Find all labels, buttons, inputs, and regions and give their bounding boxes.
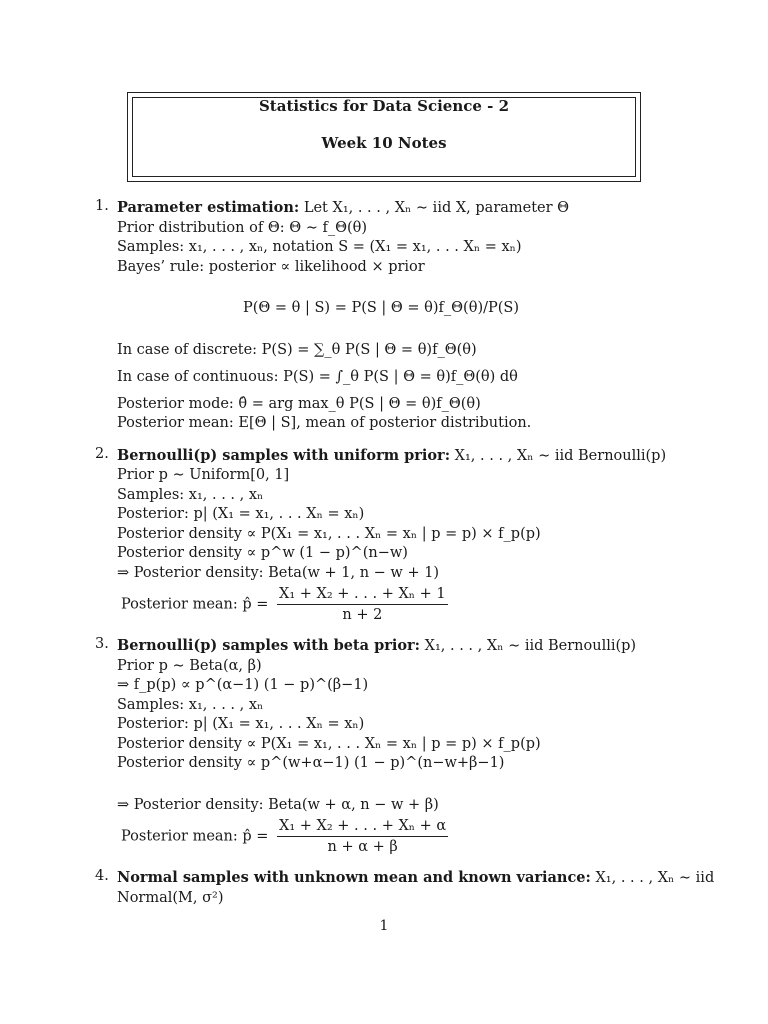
item-line: ⇒ Posterior density: Beta(w + α, n − w + β) (117, 796, 439, 813)
item-first-line (117, 446, 695, 467)
item-line: Samples: x₁, . . . , xₙ (117, 486, 264, 503)
posterior-mean-label: Posterior mean: p̂ = (121, 596, 269, 613)
posterior-mean-label: Posterior mean: p̂ = (121, 828, 269, 845)
item-line: Posterior density ∝ P(X₁ = x₁, . . . Xₙ = xₙ | p = p) × f_p(p) (117, 735, 541, 752)
item-heading: Parameter estimation: (117, 199, 300, 216)
item-line: Bayes’ rule: posterior ∝ likelihood × prior (117, 258, 425, 275)
fraction-numerator: X₁ + X₂ + . . . + Xₙ + α (277, 817, 448, 837)
week-title: Week 10 Notes (321, 134, 447, 152)
item-number: 1. (95, 198, 109, 214)
item-line: Posterior density ∝ p^(w+α−1) (1 − p)^(n−w+β−1) (117, 755, 505, 771)
item-line: X₁, . . . , Xₙ ∼ iid Bernoulli(p) (454, 447, 667, 464)
item-line: Posterior: p| (X₁ = x₁, . . . Xₙ = xₙ) (117, 716, 365, 732)
item-line: Prior p ∼ Uniform[0, 1] (117, 467, 290, 483)
fraction-denominator: n + 2 (342, 607, 383, 623)
item-line: Samples: x₁, . . . , xₙ, notation S = (X₁ = x₁, . . . Xₙ = xₙ) (117, 239, 522, 255)
page-number: 1 (379, 918, 389, 934)
notes-list (95, 198, 715, 920)
item-line: Prior distribution of Θ: Θ ∼ f_Θ(θ) (117, 219, 368, 236)
course-title: Statistics for Data Science - 2 (258, 97, 510, 115)
item-first-line (117, 198, 695, 219)
item-line: Posterior mean: E[Θ | S], mean of posterior distribution. (117, 415, 532, 431)
item-line: Posterior: p| (X₁ = x₁, . . . Xₙ = xₙ) (117, 506, 365, 522)
spacer (117, 774, 695, 796)
item-line: Let X₁, . . . , Xₙ ∼ iid X, parameter Θ (303, 200, 570, 216)
fraction-denominator: n + α + β (327, 839, 398, 855)
item-number: 2. (95, 445, 109, 462)
posterior-mean-fraction (277, 585, 448, 624)
list-item-bernoulli-uniform (95, 446, 695, 625)
item-heading: Normal samples with unknown mean and known variance: (117, 869, 591, 886)
item-line: Posterior density ∝ P(X₁ = x₁, . . . Xₙ = xₙ | p = p) × f_p(p) (117, 525, 541, 542)
list-item-parameter-estimation (95, 198, 695, 434)
item-line: Posterior mode: θ̂ = arg max_θ P(S | Θ = θ)f_Θ(θ) (117, 395, 481, 412)
list-item-bernoulli-beta (95, 636, 695, 856)
item-line: Posterior density ∝ p^w (1 − p)^(n−w) (117, 545, 408, 561)
item-heading: Bernoulli(p) samples with beta prior: (117, 637, 421, 654)
item-line: ⇒ f_p(p) ∝ p^(α−1) (1 − p)^(β−1) (117, 677, 369, 693)
title-box (127, 92, 641, 182)
item-line: ⇒ Posterior density: Beta(w + 1, n − w + 1) (117, 564, 440, 581)
list-item-normal-samples (95, 868, 715, 908)
posterior-mean-line (121, 585, 695, 624)
fraction-numerator: X₁ + X₂ + . . . + Xₙ + 1 (277, 585, 448, 605)
item-line: X₁, . . . , Xₙ ∼ iid (595, 870, 715, 886)
item-line: In case of continuous: P(S) = ∫_θ P(S | Θ = θ)f_Θ(θ) dθ (117, 368, 518, 385)
item-first-line (117, 636, 695, 657)
item-line: X₁, . . . , Xₙ ∼ iid Bernoulli(p) (424, 638, 637, 654)
item-line: Samples: x₁, . . . , xₙ (117, 696, 264, 713)
posterior-mean-fraction (277, 817, 448, 856)
item-number: 4. (95, 868, 109, 884)
item-number: 3. (95, 636, 109, 652)
item-first-line (117, 868, 715, 889)
item-line: In case of discrete: P(S) = ∑_θ P(S | Θ = θ)f_Θ(θ) (117, 341, 477, 358)
item-line: Normal(M, σ²) (117, 889, 224, 906)
posterior-mean-line (121, 817, 695, 856)
item-heading: Bernoulli(p) samples with uniform prior: (117, 446, 451, 464)
display-equation: P(Θ = θ | S) = P(S | Θ = θ)f_Θ(θ)/P(S) (243, 300, 519, 316)
item-line: Prior p ∼ Beta(α, β) (117, 657, 262, 674)
